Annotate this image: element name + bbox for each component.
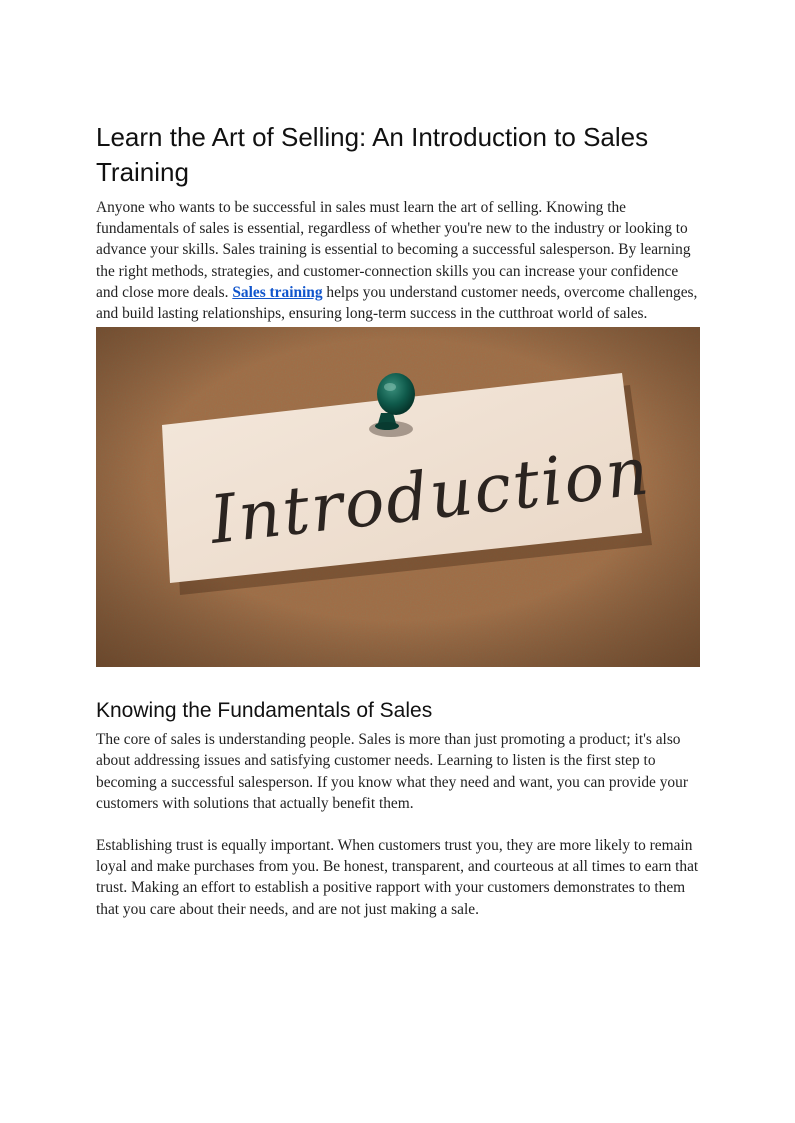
- section-paragraph-2: Establishing trust is equally important. When customers trust you, they are more likely to remain loyal and make purchases from you. Be honest, transparent, and courteous at all times to earn that trust. Making an effort to establish a positive rapport with your customers demonstrates to them that you care about their needs, and are not just making a sale.: [96, 837, 699, 918]
- section-paragraph-1: The core of sales is understanding people. Sales is more than just promoting a product; it's also about addressing issues and satisfying customer needs. Learning to listen is the first step to becoming a successful salesperson. If you know what they need and want, you can provide your customers with solutions that actually benefit them.: [96, 731, 688, 812]
- page-title: Learn the Art of Selling: An Introduction to Sales Training: [96, 122, 649, 187]
- sales-training-link[interactable]: Sales training: [232, 283, 323, 301]
- intro-paragraph: [96, 197, 702, 324]
- introduction-note-image: [96, 327, 700, 667]
- note-text: Introduction: [206, 432, 655, 560]
- intro-text-after-link: helps you understand customer needs, overcome challenges, and build lasting relationships, ensuring long-term success in the cutthroat world of sales.: [96, 283, 698, 323]
- section-heading: Knowing the Fundamentals of Sales: [96, 699, 433, 723]
- document-page: [96, 120, 702, 920]
- intro-text-before-link: Anyone who wants to be successful in sales must learn the art of selling. Knowing the fundamentals of sales is essential, regardless of whether you're new to the industry or looking to advance your skills. Sales training is essential to becoming a successful salesperson. By learning the right methods, strategies, and customer-connection skills you can increase your confidence and close more deals.: [96, 199, 691, 301]
